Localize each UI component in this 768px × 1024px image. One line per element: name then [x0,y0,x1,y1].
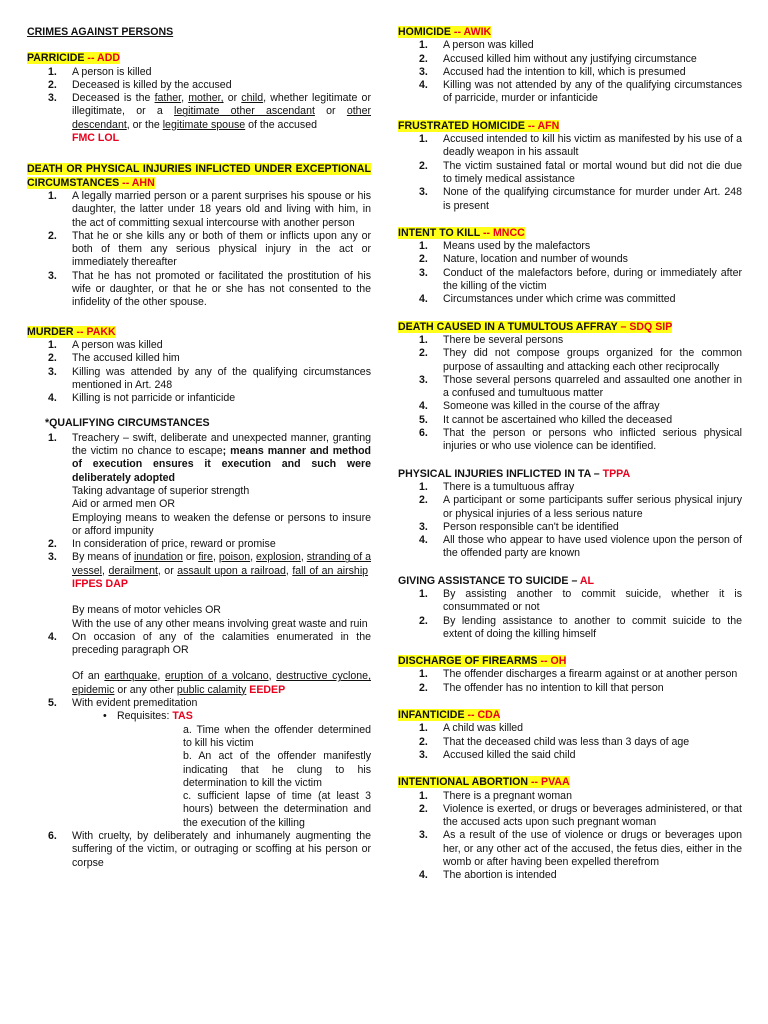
section-murder [27,326,371,870]
section-tumultuous-affray [398,321,742,454]
left-column [27,26,371,882]
list-item: 3. None of the qualifying circumstance for murder under Art. 248 is present [419,186,742,212]
list-item: 5. It cannot be ascertained who killed the deceased [419,413,673,426]
heading-intentional-abortion: INTENTIONAL ABORTION -- PVAA [398,776,570,789]
bullet-icon: • [103,710,107,723]
list-item: 1. By assisting another to commit suicide, whether it is consummated or not [419,587,742,614]
list-item: 4. On occasion of any of the calamities enumerated in the preceding paragraph OR Of an earthquake, eruption of a volcano, destructive cyclone, epidemic or any other public calamity EEDEP [48,630,372,696]
list-item: 2. Accused killed him without any justifying circumstance [419,52,697,65]
list-item: 5. With evident premeditation [48,697,198,710]
section-homicide [398,26,742,106]
list-death-exceptional [27,190,371,310]
heading-murder: MURDER -- PAKK [27,325,116,338]
mnemonic-pvaa: PVAA [541,776,570,789]
heading-death-exceptional [27,163,371,190]
underlined-term: legitimate spouse [162,118,246,131]
list-item: 4. Circumstances under which crime was committed [419,293,676,306]
underlined-term: mother, [188,92,224,105]
list-item: 2. Nature, location and number of wounds [419,253,628,266]
list-item: 2. A participant or some participants suffer serious physical injury or physical injuries of a less serious nature [419,494,742,520]
requisite-item: a. Time when the offender determined to kill his victim [183,723,371,749]
list-item: 3. Those several persons quarreled and assaulted one another in a confused and tumultuous matter [419,373,742,400]
heading-tumultuous-affray: DEATH CAUSED IN A TUMULTOUS AFFRAY – SDQ SIP [398,320,673,333]
mnemonic-eedep: EEDEP [249,683,286,696]
underlined-term: child [241,92,264,105]
list-item: 4. Killing was not attended by any of the qualifying circumstances of parricide, murder or infanticide [419,79,742,105]
page-title: CRIMES AGAINST PERSONS [27,26,174,38]
list-item: 2. Violence is exerted, or drugs or beverages administered, or that the accused acts upon such pregnant woman [419,802,742,829]
heading-parricide-sep: -- [84,52,98,65]
list-item: 3. Person responsible can't be identified [419,520,619,533]
list-item: 6. With cruelty, by deliberately and inhumanely augmenting the suffering of the victim, or outraging or scoffing at his person or corpse [48,830,371,869]
mnemonic-murder: PAKK [86,325,116,338]
section-frustrated-homicide [398,120,742,213]
heading-discharge-firearms: DISCHARGE OF FIREARMS -- OH [398,655,567,668]
heading-intent-to-kill: INTENT TO KILL -- MNCC [398,226,525,239]
list-item: 1. A person is killed [48,65,152,78]
qualifying-circumstances-title: *QUALIFYING CIRCUMSTANCES [45,417,210,430]
heading-parricide-name: PARRICIDE [27,52,85,65]
heading-physical-injuries-ta: PHYSICAL INJURIES INFLICTED IN TA – TPPA [398,467,631,480]
list-item: 3. As a result of the use of violence or drugs or beverages upon her, or any other act of the accused, the fetus dies, either in the womb or after having been expelled therefrom [419,829,742,869]
section-physical-injuries-ta [398,468,742,561]
list-item: 3. That he has not promoted or facilitated the prostitution of his wife or daughter, or that he or she has not consented to the infidelity of the other spouse. [48,269,371,309]
list-item: 6. That the person or persons who inflicted serious physical injuries or who use violence can be identified. [419,427,742,453]
list-item: 1. There is a pregnant woman [419,789,572,802]
list-item: 1. There is a tumultuous affray [419,480,575,493]
list-item: 2. They did not compose groups organized for the common purpose of assaulting and attacking each other reciprocally [419,347,742,373]
list-item: 1. A legally married person or a parent surprises his spouse or his daughter, the latter under 18 years old and living with him, in the act of committing sexual intercourse with another person [48,189,371,229]
list-item: 3. Deceased is the father, mother, or child, whether legitimate or illegitimate, or a legitimate other ascendant or other descendant, or the legitimate spouse of the accused [48,92,371,131]
mnemonic-homicide: AWIK [463,26,492,38]
section-intentional-abortion [398,776,742,882]
mnemonic-frustrated: AFN [537,119,560,132]
mnemonic-al: AL [579,574,595,587]
right-column [398,26,742,895]
section-assistance-suicide [398,575,742,641]
list-item: 4. Someone was killed in the course of the affray [419,400,660,413]
list-parricide [27,66,371,132]
requisite-item: c. sufficient lapse of time (at least 3 hours) between the determination and the execution of the killing [183,790,371,829]
mnemonic-cda: CDA [477,709,501,722]
list-item: 1. A person was killed [48,338,163,351]
heading-assistance-suicide: GIVING ASSISTANCE TO SUICIDE – AL [398,574,595,587]
mnemonic-death-exceptional: AHN [131,176,155,189]
section-discharge-firearms [398,655,742,695]
heading-frustrated-homicide: FRUSTRATED HOMICIDE -- AFN [398,119,560,132]
list-item: 1. A child was killed [419,722,524,735]
mnemonic-oh: OH [550,655,567,668]
mnemonic-parricide: ADD [97,52,120,65]
list-item: 1. A person was killed [419,39,534,52]
mnemonic-tas: TAS [172,710,193,723]
list-item: 1. Treachery – swift, deliberate and unexpected manner, granting the victim no chance to escape; means manner and method of execution ensures it execution and such were deliberately adopted Taking advantage of superior strength Aid or armed men OR Employing means to weaken the defense or persons to insure or afford impunity [48,431,372,537]
section-intent-to-kill [398,227,742,307]
mnemonic-fmc-lol: FMC LOL [72,132,120,145]
list-item: 2. By lending assistance to another to commit suicide to the extent of doing the killing himself [419,614,742,640]
list-qualifying [27,432,371,711]
section-parricide [27,52,371,145]
list-item: 4. Killing is not parricide or infanticide [48,392,236,405]
underlined-term: father [154,92,182,105]
list-item: 3. Killing was attended by any of the qualifying circumstances mentioned in Art. 248 [48,365,371,391]
list-item: 3. Accused killed the said child [419,748,576,761]
requisite-item: b. An act of the offender manifestly indicating that he clung to his determination to kill the victim [183,750,371,789]
heading-infanticide: INFANTICIDE -- CDA [398,709,501,722]
list-item: 4. All those who appear to have used violence upon the person of the offended party are known [419,534,742,560]
mnemonic-ifpes-dap: IFPES DAP [72,577,128,590]
list-item: 3. Accused had the intention to kill, which is presumed [419,65,686,78]
list-item: 1. Means used by the malefactors [419,240,591,253]
list-item: 2. The accused killed him [48,352,180,365]
underlined-term: other descendant [72,105,371,131]
mnemonic-intent: MNCC [492,226,525,239]
list-item: 3. Conduct of the malefactors before, during or immediately after the killing of the victim [419,266,742,293]
list-murder [27,339,371,405]
list-item: 1. The offender discharges a firearm against or at another person [419,668,738,681]
heading-death-exceptional-highlight: DEATH OR PHYSICAL INJURIES INFLICTED UNDER EXCEPTIONAL CIRCUMSTANCES -- AHN [27,163,371,189]
list-item: 2. Deceased is killed by the accused [48,78,232,91]
section-infanticide [398,709,742,762]
list-item: 2. The offender has no intention to kill that person [419,681,664,694]
list-item: 2. The victim sustained fatal or mortal wound but did not die due to timely medical assistance [419,159,742,185]
list-item: 2. That he or she kills any or both of them or inflicts upon any or both of them any serious physical injury in the act or immediately thereafter [48,229,371,269]
list-item: 2. That the deceased child was less than 3 days of age [419,735,690,748]
list-item: 1. Accused intended to kill his victim as manifested by his use of a deadly weapon in his assault [419,133,742,159]
mnemonic-tppa: TPPA [602,467,631,480]
list-item: 1. There be several persons [419,333,564,346]
requisites: • Requisites: TAS [103,710,193,723]
section-death-exceptional [27,163,371,309]
underlined-term: legitimate other ascendant [174,105,315,118]
mnemonic-affray: SDQ SIP [629,320,673,333]
list-item: 2. In consideration of price, reward or promise [48,538,276,551]
heading-parricide [27,52,371,65]
heading-parricide-highlight [27,52,120,64]
list-item: 4. The abortion is intended [419,869,557,882]
list-item: 3. By means of inundation or fire, poison, explosion, stranding of a vessel, derailment, or assault upon a railroad, fall of an airship IFPES DAP By means of motor vehicles OR With the use of any other means involving great waste and ruin [48,551,372,630]
heading-homicide: HOMICIDE -- AWIK [398,26,492,38]
